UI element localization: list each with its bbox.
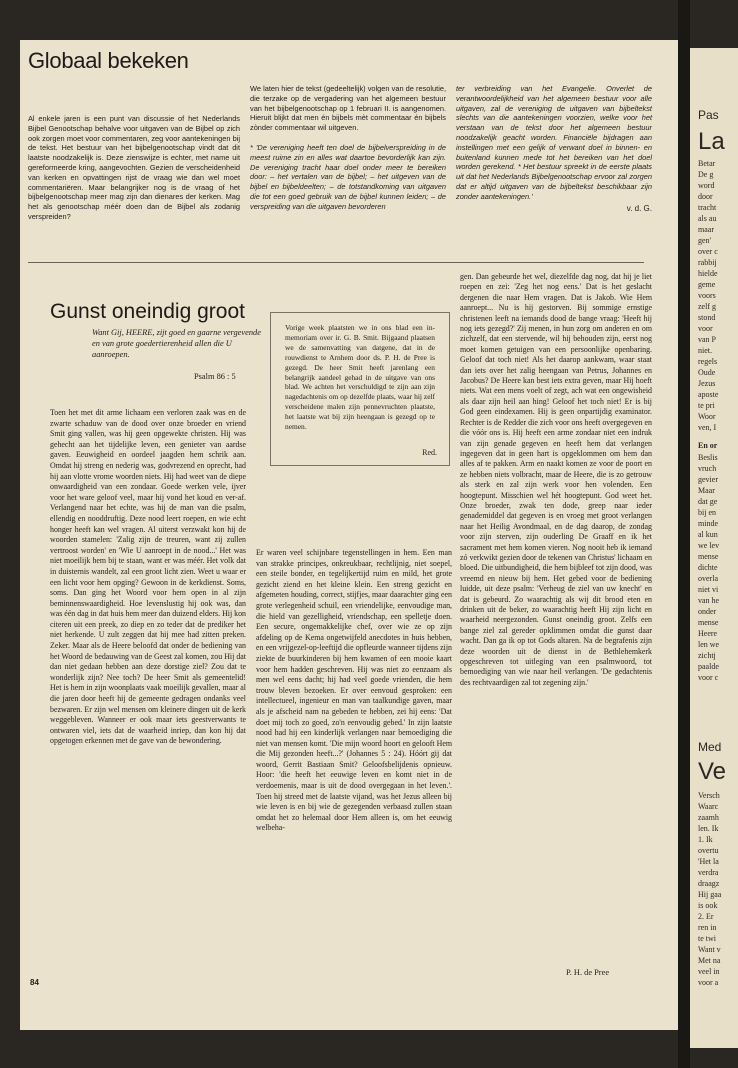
next-page-line: te pri: [698, 401, 715, 410]
next-page-line: 2. Er: [698, 912, 714, 921]
next-page-line: gevier: [698, 475, 718, 484]
globaal-column-2: [250, 84, 446, 212]
next-page-line: van he: [698, 596, 720, 605]
next-page-subhead: En or: [698, 441, 718, 450]
next-page-line: onder: [698, 607, 717, 616]
next-page-line: van P: [698, 335, 716, 344]
next-page-heading-3: Med: [698, 740, 722, 754]
next-page-line: verdra: [698, 868, 719, 877]
gunst-signature: P. H. de Pree: [566, 968, 610, 977]
next-page-line: Maar: [698, 486, 715, 495]
gunst-column-2: Er waren veel schijnbare tegenstellingen in hem. Een man van strakke principes, onkreukbaar, rechtlijnig, niet soepel, een steile bonder, en tegelijkertijd ruim en mild, het grote gezicht ziend en het kleine klein. Een streng gezicht en afgemeten houding, correct, stijfjes, maar daarachter ging een grote verlegenheid schuil, een vriendelijke, eenvoudige man, die hield van gezelligheid, vriendschap, een spelletje doen. Een secure, ongemakkelijke chef, over wie ze op zijn afdeling op de Kema ongetwijfeld anecdotes in huis hebben, en een vrijgezel-op-leeftijd die opfleurde wanneer tijdens zijn ziekte de buurkinderen bij hem kwamen of een mooie kaart voor hem hadden geschreven. Hij was niet zo eenzaam als men wel eens dacht; hij had veel goede vrienden, die hem trouw bleven bezoeken. Er over eenvoud gesproken: een intellectueel, ingenieur en man van taalkundige gaven, maar als je afscheid nam na gebeden te hebben, zei hij eens: 'Dat doet mij toch zo goed, zo'n eenvoudig gebed.' In zijn laatste nood had hij een kinderlijk verlangen naar bemoediging die niet van mensen komt. 'Die mijn woord hoort en gelooft Hem die Mij gezonden heeft...?' (Johannes 5 : 24). Hóórt gij dat woord, Gerrit Bastiaan Smit? Geloofsbelijdenis opnieuw. Hoor: 'die heeft het eeuwige leven en komt niet in de verdoemenis, maar is uit de dood overgegaan in het leven.'. Toen hij streed met de laatste vijand, was het Jezus alleen bij wie leven is en bij wie de gezegenden verbaasd zullen staan omdat het zo helemaal door Hem alleen is, om het eeuwig welbeha-: [256, 548, 452, 833]
next-page-line: voor: [698, 324, 713, 333]
next-page-line: len. Ik: [698, 824, 719, 833]
next-page-line: Betar: [698, 159, 716, 168]
next-page-line: over c: [698, 247, 718, 256]
next-page-line: Hij gaa: [698, 890, 722, 899]
next-page-line: 'Het la: [698, 857, 719, 866]
next-page-line: dichte: [698, 563, 718, 572]
next-page-line: geme: [698, 280, 716, 289]
next-page-heading-1: Pas: [698, 108, 719, 122]
section-divider: [28, 262, 644, 263]
next-page-line: len we: [698, 640, 720, 649]
next-page-line: regels: [698, 357, 718, 366]
next-page-line: minde: [698, 519, 718, 528]
next-page-line: De g: [698, 170, 714, 179]
next-page-line: ven, I: [698, 423, 717, 432]
next-page-line: is ook: [698, 901, 718, 910]
next-page-line: Beslis: [698, 453, 718, 462]
next-page-line: bij en: [698, 508, 716, 517]
next-page-line: niet.: [698, 346, 712, 355]
next-page-line: Versch: [698, 791, 720, 800]
next-page-line: draagz: [698, 879, 720, 888]
next-page-line: zaamh: [698, 813, 719, 822]
next-page-line: zichtj: [698, 651, 716, 660]
next-page-line: mense: [698, 552, 719, 561]
next-page-line: we lev: [698, 541, 720, 550]
page-number: 84: [30, 978, 39, 987]
next-page-line: vruch: [698, 464, 717, 473]
next-page-line: al kun: [698, 530, 718, 539]
resolution-quote-part2: ter verbreiding van het Evangelie. Onverlet de verantwoordelijkheid van het algemeen bestuur voor alle uitgaven, zal de vereniging de uitgaven van bijbeltekst slechts van die aantekeningen voorzien, welke voor het verstaan van de tekst door het algemeen bestuur noodzakelijk geacht worden. Financiële bijdragen aan instellingen met een gelijk of verwant doel in binnen- en buitenland kunnen mede tot het bereiken van het doel worden gerekend. * Het bestuur spreekt in de eerste plaats uit dat het Nederlands Bijbelgenootschap ervoor zal zorgen dat er altijd uitgaven van de bijbeltekst beschikbaar zijn zonder aantekeningen.': [456, 84, 652, 201]
next-page-line: stond: [698, 313, 716, 322]
next-page-line: zelf g: [698, 302, 716, 311]
next-page-line: Oude: [698, 368, 716, 377]
scripture-verse: Want Gij, HEERE, zijt goed en gaarne vergevende en van grote goedertierenheid allen die U aanroepen.: [92, 328, 261, 359]
article-title-globaal-bekeken: Globaal bekeken: [28, 48, 189, 73]
next-page-line: word: [698, 181, 715, 190]
gunst-column-3: gen. Dan gebeurde het wel, diezelfde dag nog, dat hij je liet roepen en zei: 'Zeg het nog eens.' Dat is het geslacht dergenen die naar Hem vragen. Dat is Jakob. Wie Hem aanroept... Nu is hij gestorven. Bij sommige ernstige christenen leeft na iemands dood de bange vraag: 'Heeft hij nog iets gezegd?' Zij menen, in hun zorg om anderen en om zichzelf, dat een stervende, wil hij behouden zijn, eerst nog moet komen getuigen van een persoonlijke openbaring. Geloof dat toch niet! Als het daarop aankwam, waar staat dan iets over het zalig heengaan van Petrus, Johannes en Jacobus? De Heere kan best iets extra geven, maar Hij hoeft niets. Wat een mens voelt of zegt, ach wat een ongewisheid als daar zijn heil aan hing! Geloof het toch niet! Er is bij God geen eindexamen. Hij is geen onpartijdig examinator. Rechter is de Redder die zich voor ons heeft overgegeven en die vóór ons is. Hij heeft een arme zondaar niet een indruk van zijn genade gegeven en heeft hem dat verlangen ingegeven dat in geen hart is opgeklommen om hem dan alles af te pakken. Arm en naakt komen ze voor de poort en ze hebben niets volbracht, maar de Heere, die is zo getrouw als sterk en zal zijn werk voor hen volenden. Een hoogtepunt. Misschien wel hét hoogtepunt. God weet het. Onze broeder, zwak ten dode, greep naar ieder genademiddel dat gegeven is en vroeg met groot verlangen naar het Heilig Avondmaal, en de dag daarop, de zondag voor zijn sterven, zijn ouderling De Graaff en ik het sacrament met hem komen vieren. Nog nooit heb ik iemand zó verkwikt gezien door de tekenen van Christus' lichaam en bloed. Die uitbundigheid, die hem bijbleef tot zijn dood, was vreemd en nieuw bij hem. Het gebed voor de bediening luidde, uit deze psalm: 'Verheug de ziel van uw knecht' en dat is gebeurd. Zo waarachtig als wij dit brood eten en drinken uit de beker, zo waarachtig heeft Hij zijn licht en waarheid neergezonden. Gunst oneindig groot. Zelfs een bange ziel zal gereder opklimmen omdat die gunst daar wacht. Dan ga ik op tot Gods altaren. Na de begrafenis zijn deze woorden uit de dienst in de Bethlehemkerk opgeschreven tot uitleging van een psalmwoord, tot bemoediging van wie naar heil verlangen. 'De gedachtenis des rechtvaardigen zal tot zegening zijn.': [460, 272, 652, 687]
next-page-fragment: [690, 48, 738, 1048]
next-page-line: veel in: [698, 967, 720, 976]
next-page-line: voor a: [698, 978, 719, 987]
next-page-line: voor c: [698, 673, 719, 682]
globaal-column-3: [456, 84, 652, 213]
next-page-line: Woor: [698, 412, 716, 421]
scripture-reference: Psalm 86 : 5: [194, 372, 236, 381]
gunst-column-1: Toen het met dit arme lichaam een verloren zaak was en de zwarte schaduw van de dood over onze broeder en vriend Smit ging vallen, was hij geen opgewekte christen. Hij was gehecht aan het tijdelijke leven, een genieter van aardse gaven. Eeuwigheid en oordeel jaagden hem schrik aan. Omdat hij streng en nederig was, godvrezend en oprecht, had hij aan vlotte vrome woorden niets. Hij had weet van de diepe onwaardigheid van een zondaar. Goede werken vele, ijver voor het ware geloof veel, maar hij vond het koud en ver-af. Verlangend naar het echte, was hij de man van die psalm, ellendig en nooddruftig. Deze nood leert roepen, en wie echt honger heeft kan wel vragen. Al uiterst verzwakt kon hij de woorden stamelen: 'Zalig zijn de treuren, want zij zullen vertroost worden' en 'Wie U aanroept in de nood...' Het was niet moeilijk hem bij te staan, want er was méér. Het volk dat in duisternis wandelt, zal een groot licht zien. Weet u waar er een licht voor hem opging? Gewoon in de kerkdienst. Soms, soms. Dan ging het Woord voor hem open in al zijn beminnenswaardigheid. Hoe levenslustig hij ook was, dan was één dag in dat huis hem meer dan duizend elders. Hij kon citeren uit een preek, zo diep en zo teder dat de prediker het niet herkende. U zult zeggen dat hij mee had zitten preken. Zeker. Maar als de Heere beloofd dat onder de bediening van het Woord de bedauwing van de Geest zal komen, zou Hij dat dan niet gedaan hebben aan deze dorstige ziel? Zou dat te wonderlijk zijn? Nee toch? De heer Smit als gemeentelid! Het is hem in zijn woonplaats vaak moeilijk gevallen, maar al die jaren door heeft hij de gemeente gedragen ondanks veel bezwaren. Er zijn wel mensen om kleinere dingen uit de kerk weggebleven. Wanneer er ook maar iets geestverwants te ontwaren viel, iets dat de waarheid inriep, dan kon hij dat opgetogen erkennen met de gave van de bewondering.: [50, 408, 246, 746]
editorial-note-text: Vorige week plaatsten we in ons blad een in-memoriam over ir. G. B. Smit. Bijgaand plaatsen we de samenvatting van datgene, dat in de rouwdienst te Arnhem door ds. P. H. de Pree is gezegd. De heer Smit heeft jarenlang een belangrijk aandeel gehad in de uitgave van ons blad. We achten het verschuldigd te zijn aan zijn nagedachtenis om op dezelfde plaats, waar hij zelf verscheidene malen zijn pennevruchten plaatste, het laatste wat bij zijn heengaan is gezegd op te nemen.: [285, 323, 435, 432]
next-page-line: dat ge: [698, 497, 718, 506]
next-page-line: overla: [698, 574, 718, 583]
next-page-heading-2: La: [698, 128, 725, 155]
resolution-intro: We laten hier de tekst (gedeeltelijk) volgen van de resolutie, die terzake op de vergadering van het algemeen bestuur van het bijbelgenootschap op 1 februari II. is aangenomen. Hieruit blijkt dat men én bijbels mèt commentaar én bijbels zònder commentaar wil uitgeven.: [250, 84, 446, 133]
next-page-line: Heere: [698, 629, 718, 638]
next-page-line: tracht: [698, 203, 717, 212]
next-page-line: Waarc: [698, 802, 719, 811]
next-page-line: mense: [698, 618, 719, 627]
next-page-heading-4: Ve: [698, 758, 727, 785]
resolution-quote-part1: * 'De vereniging heeft ten doel de bijbelverspreiding in de meest ruime zin en alles wat daartoe bevorderlijk kan zijn. De vereniging tracht haar doel onder meer te bereiken door: – het vertalen van de bijbel; – het uitgeven van de bijbel en bijbeldeelten; – de totstandkoming van uitgaven die tot een goed gebruik van de bijbel kunnen leiden; – de verspreiding van die uitgaven bevorderen: [250, 142, 446, 211]
next-page-line: niet vi: [698, 585, 719, 594]
next-page-line: overtu: [698, 846, 719, 855]
globaal-signature: v. d. G.: [626, 203, 652, 213]
next-page-line: als au: [698, 214, 717, 223]
editorial-note-signature: Red.: [422, 448, 437, 457]
next-page-line: ren in: [698, 923, 717, 932]
next-page-line: paalde: [698, 662, 719, 671]
next-page-line: 1. Ik: [698, 835, 713, 844]
next-page-line: Want v: [698, 945, 721, 954]
next-page-line: maar: [698, 225, 714, 234]
next-page-line: hielde: [698, 269, 718, 278]
next-page-line: te twi: [698, 934, 716, 943]
next-page-line: door: [698, 192, 713, 201]
next-page-line: voors: [698, 291, 716, 300]
next-page-line: Jezus: [698, 379, 716, 388]
globaal-column-1: Al enkele jaren is een punt van discussie of het Nederlands Bijbel Genootschap behalve voor uitgaven van de Bijbel op zich ook zorgen moet voor commentaren, zeg voor aantekeningen bij de tekst. Het bestuur van het bijbelgenootschap vindt dat dit laatste noodzakelijk is. Deze zienswijze is echter, met name uit gereformeerde kring, aangevochten. Gezien de verscheidenheid van kerken en opvattingen rijst de vraag wie dan wel moet commentariëren. Maar belangrijker nog is de vraag of het bijbelgenootschap meer mag zijn dan dienares der kerken. Mag het als genootschap méér doen dan de Bijbel als zodanig verspreiden?: [28, 114, 240, 221]
editorial-note-box: [270, 312, 450, 466]
next-page-line: rabbij: [698, 258, 717, 267]
article-title-gunst-oneindig-groot: Gunst oneindig groot: [50, 300, 245, 323]
next-page-line: Met na: [698, 956, 721, 965]
next-page-line: gen': [698, 236, 711, 245]
next-page-line: aposte: [698, 390, 719, 399]
